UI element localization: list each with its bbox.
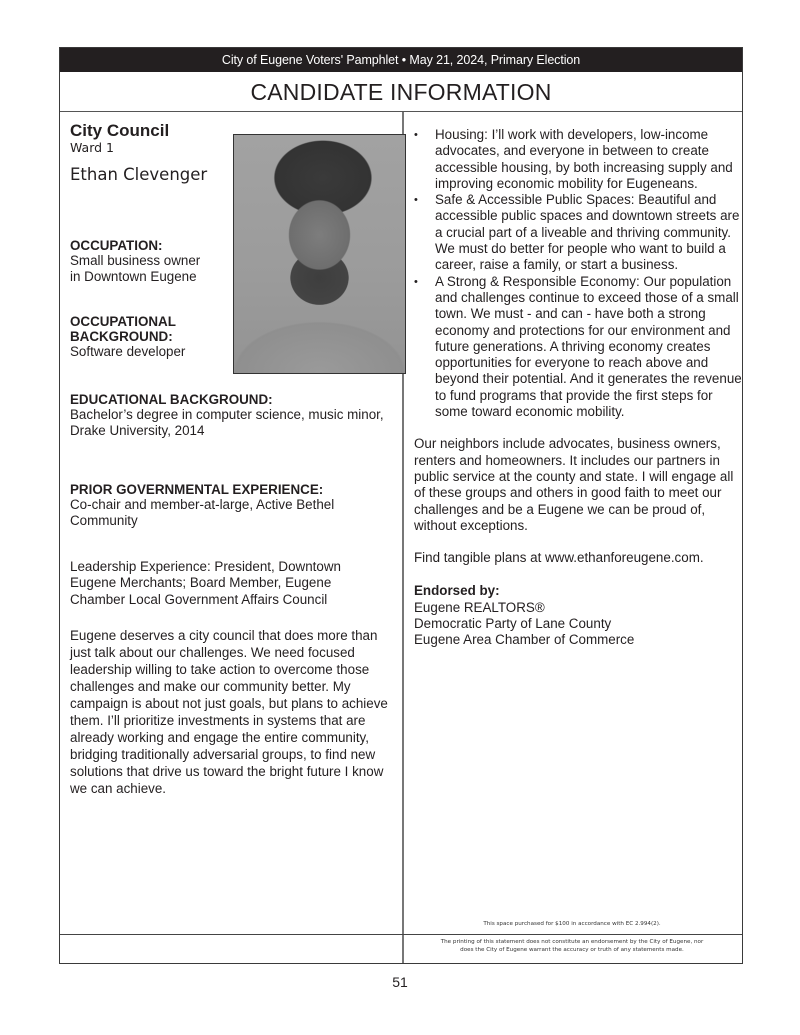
page-title: CANDIDATE INFORMATION	[60, 72, 742, 112]
disclaimer	[406, 938, 738, 954]
candidate-page-frame	[59, 47, 743, 964]
occupational-background-heading: OCCUPATIONAL	[70, 314, 176, 329]
pamphlet-banner: City of Eugene Voters' Pamphlet • May 21, 2024, Primary Election	[60, 48, 742, 72]
prior-governmental-experience-heading: PRIOR GOVERNMENTAL EXPERIENCE:	[70, 482, 324, 497]
occupational-background-heading: BACKGROUND:	[70, 329, 173, 344]
educational-background-heading: EDUCATIONAL BACKGROUND:	[70, 392, 273, 407]
purchase-note: This space purchased for $100 in accordance with EC 2.994(2).	[483, 921, 661, 927]
left-column	[70, 121, 390, 796]
leadership-experience: Leadership Experience: President, Downtown Eugene Merchants; Board Member, Eugene Chamber Local Government Affairs Council	[70, 559, 341, 607]
prior-governmental-experience-value: Co-chair and member-at-large, Active Bethel Community	[70, 497, 335, 529]
candidate-name: Ethan Clevenger	[70, 165, 208, 184]
priority-item-economy: • A Strong & Responsible Economy: Our population and challenges continue to exceed those of a small town. We must - and can - have both a strong economy and protections for our environment and future generations. A thriving economy creates opportunities for everyone to reach above and beyond their potential. And it generates the revenue to fund programs that provide the first steps for some toward economic mobility.	[414, 274, 744, 421]
endorsements-heading: Endorsed by:	[414, 583, 500, 599]
disclaimer-line: does the City of Eugene warrant the accuracy or truth of any statements made.	[460, 947, 684, 953]
occupation-heading: OCCUPATION:	[70, 238, 163, 253]
endorsement-item: Eugene REALTORS®	[414, 599, 545, 615]
right-column	[414, 127, 744, 649]
priority-list	[414, 127, 744, 420]
occupation-section	[70, 238, 390, 286]
occupation-line: Small business owner	[70, 253, 201, 268]
endorsement-item: Eugene Area Chamber of Commerce	[414, 632, 635, 648]
disclaimer-line: The printing of this statement does not constitute an endorsement by the City of Eugene, nor	[440, 939, 704, 945]
footer-divider	[60, 934, 742, 935]
plans-website-line: Find tangible plans at www.ethanforeugene.com.	[414, 550, 704, 566]
priority-item-housing: • Housing: I’ll work with developers, low-income advocates, and everyone in between to create accessible housing, by both increasing supply and improving economic mobility for Eugeneans.	[414, 127, 744, 192]
page-number: 51	[392, 974, 408, 990]
occupational-background-value: Software developer	[70, 344, 186, 359]
priority-item-public-spaces: • Safe & Accessible Public Spaces: Beautiful and accessible public spaces and downtown streets are a crucial part of a liveable and thriving community. We must do better for people who want to build a career, raise a family, or start a business.	[414, 192, 744, 273]
office-title: City Council	[70, 121, 170, 140]
occupational-background-section	[70, 314, 390, 360]
ward-label: Ward 1	[70, 140, 115, 155]
neighbors-paragraph: Our neighbors include advocates, business owners, renters and homeowners. It includes our partners in public service at the county and state. I will engage all of these groups and others in good faith to meet our challenges and be a Eugene we can be proud of, without exceptions.	[414, 436, 734, 533]
occupation-line: in Downtown Eugene	[70, 269, 197, 285]
educational-background-section	[70, 392, 392, 440]
prior-governmental-experience-section	[70, 482, 392, 530]
endorsement-item: Democratic Party of Lane County	[414, 616, 612, 632]
educational-background-value: Bachelor’s degree in computer science, music minor, Drake University, 2014	[70, 407, 384, 439]
candidate-statement: Eugene deserves a city council that does more than just talk about our challenges. We need focused leadership willing to take action to overcome those challenges and make our community better. My campaign is about not just goals, but plans to achieve them. I’ll prioritize investments in systems that are already working and engage the entire community, bridging traditionally adversarial groups, to find new solutions that drive us toward the bright future I know we can achieve.	[70, 628, 388, 796]
